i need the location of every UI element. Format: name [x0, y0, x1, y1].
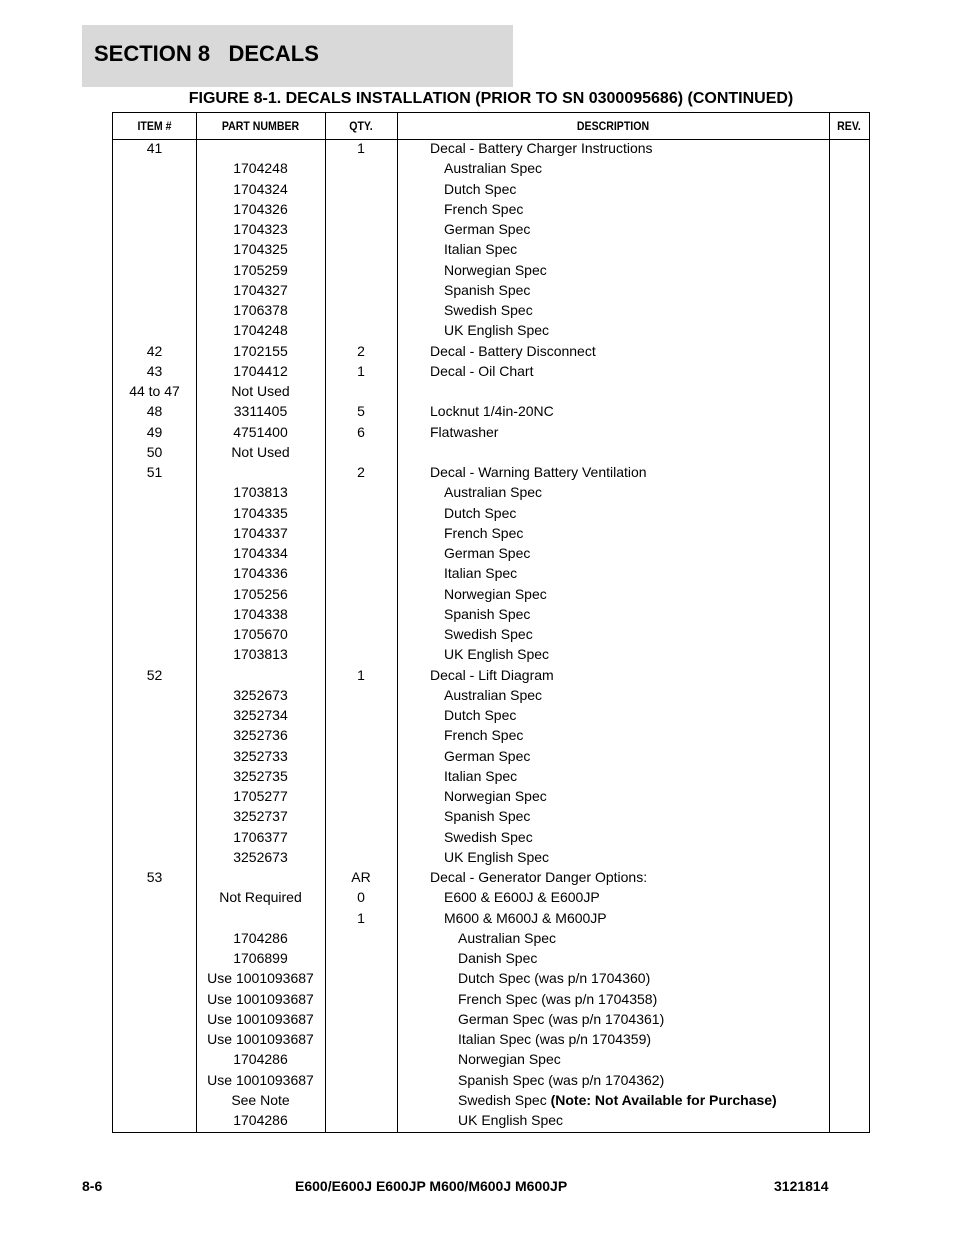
part-number: 3252673: [233, 848, 288, 865]
description: [444, 322, 549, 339]
part-number: 1704286: [233, 1051, 288, 1068]
description-text: French Spec: [444, 727, 524, 744]
footer-doc-number: 3121814: [774, 1178, 829, 1194]
description-text: Swedish Spec: [458, 1091, 551, 1108]
description-text: E600 & E600J & E600JP: [444, 889, 600, 906]
description-text: Australian Spec: [444, 160, 543, 177]
table-row: [113, 241, 869, 261]
description: [430, 403, 554, 420]
quantity: 1: [357, 140, 365, 156]
table-row: [113, 727, 869, 747]
table-row: [113, 1051, 869, 1071]
part-number: 1704248: [233, 322, 288, 339]
description-text: Spanish Spec: [444, 605, 531, 622]
description-text: Decal - Battery Charger Instructions: [430, 140, 653, 156]
table-row: [113, 829, 869, 849]
table-row: [113, 1031, 869, 1051]
description-text: French Spec (was p/n 1704358): [458, 990, 658, 1007]
description: [444, 849, 549, 866]
table-row: [113, 950, 869, 970]
quantity: 1: [357, 362, 365, 379]
table-header-row: [113, 113, 869, 140]
part-number: See Note: [231, 1091, 290, 1108]
part-number: 1704334: [233, 545, 288, 561]
description: [444, 768, 517, 785]
part-number: Use 1001093687: [207, 970, 314, 987]
section-banner: [82, 25, 513, 87]
quantity: 1: [357, 909, 365, 926]
description-text: Australian Spec: [458, 929, 557, 946]
table-row: [113, 201, 869, 221]
item-number: 51: [146, 464, 163, 480]
table-row: [113, 160, 869, 180]
part-number: Not Required: [219, 889, 302, 906]
description-text: UK English Spec: [444, 322, 550, 339]
table-row: [113, 748, 869, 768]
description-text: Dutch Spec: [444, 180, 517, 197]
description-text: Spanish Spec (was p/n 1704362): [458, 1071, 665, 1088]
table-row: [113, 363, 869, 383]
description-text: Swedish Spec: [444, 626, 533, 642]
quantity: 1: [357, 666, 365, 683]
part-number: 1704327: [233, 281, 288, 298]
table-row: [113, 464, 869, 484]
description-text: Dutch Spec: [444, 504, 517, 521]
description-text: Australian Spec: [444, 484, 543, 501]
part-number: 1704248: [233, 160, 288, 177]
description: [444, 282, 530, 299]
item-number: 42: [146, 342, 163, 359]
description-text: French Spec: [444, 200, 524, 217]
item-number: 43: [146, 362, 163, 379]
description: [458, 1011, 664, 1028]
description-text: Locknut 1/4in-20NC: [430, 403, 554, 420]
table-row: [113, 586, 869, 606]
table-row: [113, 322, 869, 342]
description: [444, 181, 516, 198]
description-text: UK English Spec: [458, 1112, 564, 1128]
description: [458, 970, 650, 987]
quantity: 2: [357, 464, 365, 480]
table-row: [113, 667, 869, 687]
description: [458, 930, 556, 947]
table-row: [113, 889, 869, 909]
table-row: [113, 484, 869, 504]
table-row: [113, 991, 869, 1011]
part-number: 1702155: [233, 342, 288, 359]
part-number: 1705256: [233, 585, 288, 602]
part-number: 1704335: [233, 504, 288, 521]
description: [444, 565, 517, 582]
table-row: [113, 606, 869, 626]
header-qty: QTY.: [349, 119, 373, 133]
description-text: Norwegian Spec: [458, 1051, 561, 1068]
part-number: 1705277: [233, 788, 288, 804]
table-row: [113, 424, 869, 444]
table-row: [113, 181, 869, 201]
part-number: Use 1001093687: [207, 1010, 314, 1027]
part-number: 1706377: [233, 828, 288, 845]
description-text: M600 & M600J & M600JP: [444, 909, 607, 926]
item-number: 53: [146, 869, 163, 885]
table-row: [113, 707, 869, 727]
table-row: [113, 221, 869, 241]
table-row: [113, 545, 869, 565]
part-number: 1704323: [233, 221, 288, 237]
description-text: Flatwasher: [430, 423, 499, 440]
table-row: [113, 1092, 869, 1112]
description-text: Spanish Spec: [444, 808, 531, 825]
description: [458, 950, 537, 967]
part-number: 1704336: [233, 565, 288, 582]
description: [444, 626, 533, 643]
table-row: [113, 262, 869, 282]
part-number: 3311405: [233, 403, 288, 420]
header-rev: REV.: [837, 119, 861, 133]
description: [444, 302, 533, 319]
description-text: French Spec: [444, 524, 524, 541]
part-number: 1704326: [233, 200, 288, 217]
description: [444, 201, 523, 218]
description-text: UK English Spec: [444, 646, 550, 663]
table-row: [113, 808, 869, 828]
table-row: [113, 788, 869, 808]
item-number: 49: [146, 423, 163, 440]
part-number: Use 1001093687: [207, 990, 314, 1007]
part-number: 3252734: [233, 707, 288, 723]
description: [444, 484, 542, 501]
parts-table: [112, 112, 870, 1133]
description: [430, 869, 647, 886]
footer-model: E600/E600J E600JP M600/M600J M600JP: [295, 1178, 568, 1194]
part-number: 1705670: [233, 626, 288, 642]
table-row: [113, 1072, 869, 1092]
part-number: 3252737: [233, 808, 288, 825]
description-text: Decal - Lift Diagram: [430, 666, 554, 683]
part-number: Use 1001093687: [207, 1071, 314, 1088]
description: [444, 829, 533, 846]
description: [444, 889, 600, 906]
description: [458, 1092, 777, 1109]
item-number: 52: [146, 666, 163, 683]
description-text: Italian Spec: [444, 241, 518, 258]
table-row: [113, 687, 869, 707]
figure-title: FIGURE 8-1. DECALS INSTALLATION (PRIOR TO SN 0300095686) (CONTINUED): [188, 90, 794, 107]
description-text: Dutch Spec: [444, 707, 517, 723]
description: [444, 788, 547, 805]
description: [444, 160, 542, 177]
table-row: [113, 869, 869, 889]
description-text: Italian Spec (was p/n 1704359): [458, 1031, 652, 1047]
part-number: 3252736: [233, 727, 288, 744]
description-text: Dutch Spec (was p/n 1704360): [458, 970, 651, 987]
table-row: [113, 849, 869, 869]
part-number: 1704286: [233, 929, 288, 946]
part-number: 1706899: [233, 950, 288, 966]
quantity: 6: [357, 423, 365, 440]
table-row: [113, 646, 869, 666]
description: [444, 748, 530, 765]
description: [444, 808, 530, 825]
description: [444, 545, 530, 562]
description: [430, 667, 554, 684]
description: [430, 343, 596, 360]
description: [430, 464, 647, 481]
header-item: ITEM #: [137, 119, 172, 133]
description: [430, 363, 533, 380]
description-text: Danish Spec: [458, 950, 538, 966]
description-text: Australian Spec: [444, 686, 543, 703]
description: [458, 1031, 651, 1048]
part-number: 1704338: [233, 605, 288, 622]
description-text: German Spec (was p/n 1704361): [458, 1010, 665, 1027]
quantity: AR: [351, 869, 371, 885]
description: [430, 424, 498, 441]
description-text: UK English Spec: [444, 848, 550, 865]
item-number: 48: [146, 403, 163, 420]
description-text: Italian Spec: [444, 767, 518, 784]
table-row: [113, 525, 869, 545]
table-row: [113, 140, 869, 160]
table-row: [113, 910, 869, 930]
description-text: Italian Spec: [444, 565, 518, 582]
part-number: 1704337: [233, 524, 288, 541]
part-number: Use 1001093687: [207, 1031, 314, 1047]
part-number: 1706378: [233, 302, 288, 318]
description: [444, 221, 530, 238]
description: [444, 646, 549, 663]
description-text: German Spec: [444, 747, 531, 764]
description: [458, 1112, 563, 1129]
description-text: Spanish Spec: [444, 281, 531, 298]
quantity: 5: [357, 403, 365, 420]
part-number: 3252673: [233, 686, 288, 703]
description: [430, 140, 653, 157]
table-row: [113, 930, 869, 950]
description: [458, 1072, 664, 1089]
table-row: [113, 970, 869, 990]
part-number: Not Used: [231, 443, 290, 460]
description: [444, 707, 516, 724]
description: [444, 727, 523, 744]
part-number: 3252733: [233, 747, 288, 764]
footer-page-number: 8-6: [82, 1178, 103, 1194]
description-text: Decal - Battery Disconnect: [430, 342, 596, 359]
quantity: 2: [357, 342, 365, 359]
description: [444, 687, 542, 704]
table-row: [113, 768, 869, 788]
description: [444, 241, 517, 258]
description-text: Swedish Spec: [444, 828, 533, 845]
part-number: 1704286: [233, 1112, 288, 1128]
table-row: [113, 383, 869, 403]
description-text: Decal - Warning Battery Ventilation: [430, 464, 647, 480]
part-number: 3252735: [233, 767, 288, 784]
header-description: DESCRIPTION: [576, 119, 650, 133]
description-note: (Note: Not Available for Purchase): [550, 1091, 777, 1108]
part-number: Not Used: [231, 383, 290, 399]
quantity: 0: [357, 889, 365, 906]
description-text: Swedish Spec: [444, 302, 533, 318]
table-row: [113, 403, 869, 423]
part-number: 1704324: [233, 180, 288, 197]
table-row: [113, 444, 869, 464]
description: [458, 1051, 561, 1068]
item-number: 44 to 47: [129, 383, 180, 399]
description: [444, 262, 547, 279]
description: [444, 505, 516, 522]
description-text: Norwegian Spec: [444, 585, 547, 602]
description-text: German Spec: [444, 221, 531, 237]
description: [444, 525, 523, 542]
table-row: [113, 565, 869, 585]
section-title: SECTION 8 DECALS: [94, 41, 319, 66]
part-number: 1703813: [233, 484, 288, 501]
item-number: 41: [146, 140, 163, 156]
part-number: 1703813: [233, 646, 288, 663]
part-number: 1704325: [233, 241, 288, 258]
table-row: [113, 343, 869, 363]
description-text: Norwegian Spec: [444, 788, 547, 804]
table-row: [113, 1112, 869, 1132]
item-number: 50: [146, 443, 163, 460]
description-text: Norwegian Spec: [444, 261, 547, 278]
table-row: [113, 302, 869, 322]
description-text: Decal - Oil Chart: [430, 362, 534, 379]
description: [458, 991, 657, 1008]
table-row: [113, 626, 869, 646]
part-number: 1704412: [233, 362, 288, 379]
description-text: Decal - Generator Danger Options:: [430, 869, 648, 885]
description: [444, 586, 547, 603]
table-row: [113, 282, 869, 302]
description: [444, 910, 607, 927]
description: [444, 606, 530, 623]
table-row: [113, 505, 869, 525]
part-number: 1705259: [233, 261, 288, 278]
description-text: German Spec: [444, 545, 531, 561]
part-number: 4751400: [233, 423, 288, 440]
header-part-number: PART NUMBER: [221, 119, 300, 133]
table-row: [113, 1011, 869, 1031]
